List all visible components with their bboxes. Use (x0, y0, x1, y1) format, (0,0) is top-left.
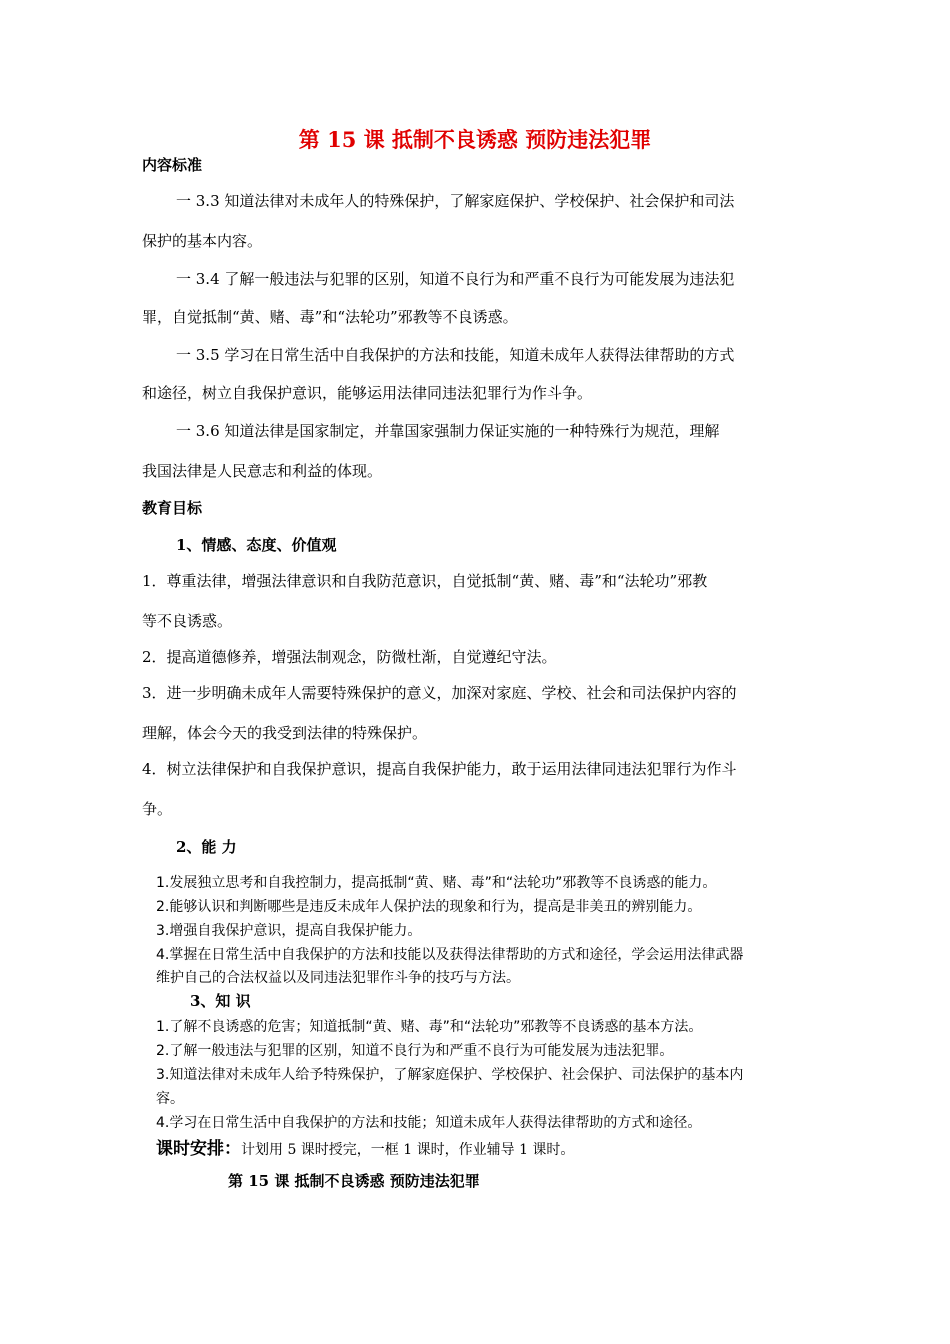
schedule-label: 课时安排： (156, 1139, 241, 1159)
goals-heading: 教育目标 (142, 499, 203, 517)
standard-line: 一 3.4 了解一般违法与犯罪的区别，知道不良行为和严重不良行为可能发展为违法犯 (176, 270, 735, 288)
knowledge-line: 4.学习在日常生活中自我保护的方法和技能；知道未成年人获得法律帮助的方式和途径。 (156, 1115, 702, 1131)
ability-line: 1.发展独立思考和自我控制力，提高抵制“黄、赌、毒”和“法轮功”邪教等不良诱惑的能力。 (156, 875, 717, 891)
standard-line: 一 3.3 知道法律对未成年人的特殊保护，了解家庭保护、学校保护、社会保护和司法 (176, 192, 735, 210)
ability-line: 3.增强自我保护意识，提高自我保护能力。 (156, 923, 422, 939)
ability-line: 2.能够认识和判断哪些是违反未成年人保护法的现象和行为，提高是非美丑的辨别能力。 (156, 899, 702, 915)
emotion-line: 等不良诱惑。 (142, 612, 233, 630)
standard-heading: 内容标准 (142, 156, 203, 174)
knowledge-line: 3.知道法律对未成年人给予特殊保护，了解家庭保护、学校保护、社会保护、司法保护的基本内 (156, 1067, 744, 1083)
schedule-text: 计划用 5 课时授完，一框 1 课时，作业辅导 1 课时。 (241, 1142, 575, 1158)
emotion-line: 2．提高道德修养，增强法制观念，防微杜渐，自觉遵纪守法。 (142, 648, 557, 666)
standard-line: 我国法律是人民意志和利益的体现。 (142, 462, 383, 480)
standard-line: 一 3.5 学习在日常生活中自我保护的方法和技能，知道未成年人获得法律帮助的方式 (176, 346, 735, 364)
standard-line: 一 3.6 知道法律是国家制定，并靠国家强制力保证实施的一种特殊行为规范，理解 (176, 422, 720, 440)
standard-line: 保护的基本内容。 (142, 232, 263, 250)
emotion-line: 3．进一步明确未成年人需要特殊保护的意义，加深对家庭、学校、社会和司法保护内容的 (142, 684, 737, 702)
knowledge-line: 1.了解不良诱惑的危害；知道抵制“黄、赌、毒”和“法轮功”邪教等不良诱惑的基本方法。 (156, 1019, 703, 1035)
knowledge-heading: 3、知 识 (190, 992, 251, 1010)
ability-line: 4.掌握在日常生活中自我保护的方法和技能以及获得法律帮助的方式和途径，学会运用法律武器 (156, 947, 744, 963)
standard-line: 罪，自觉抵制“黄、赌、毒”和“法轮功”邪教等不良诱惑。 (142, 308, 518, 326)
ability-line: 维护自己的合法权益以及同违法犯罪作斗争的技巧与方法。 (156, 970, 520, 986)
page-title: 第 15 课 抵制不良诱惑 预防违法犯罪 (298, 127, 652, 152)
schedule (156, 1134, 574, 1159)
emotion-line: 理解，体会今天的我受到法律的特殊保护。 (142, 724, 428, 742)
footer-title: 第 15 课 抵制不良诱惑 预防违法犯罪 (228, 1172, 480, 1190)
standard-line: 和途径，树立自我保护意识，能够运用法律同违法犯罪行为作斗争。 (142, 384, 593, 402)
ability-heading: 2、能 力 (176, 838, 237, 856)
knowledge-line: 2.了解一般违法与犯罪的区别，知道不良行为和严重不良行为可能发展为违法犯罪。 (156, 1043, 674, 1059)
knowledge-line: 容。 (156, 1091, 184, 1107)
emotion-heading: 1、情感、态度、价值观 (176, 536, 337, 554)
emotion-line: 1．尊重法律，增强法律意识和自我防范意识，自觉抵制“黄、赌、毒”和“法轮功”邪教 (142, 572, 708, 590)
emotion-line: 争。 (142, 800, 173, 818)
emotion-line: 4．树立法律保护和自我保护意识，提高自我保护能力，敢于运用法律同违法犯罪行为作斗 (142, 760, 737, 778)
